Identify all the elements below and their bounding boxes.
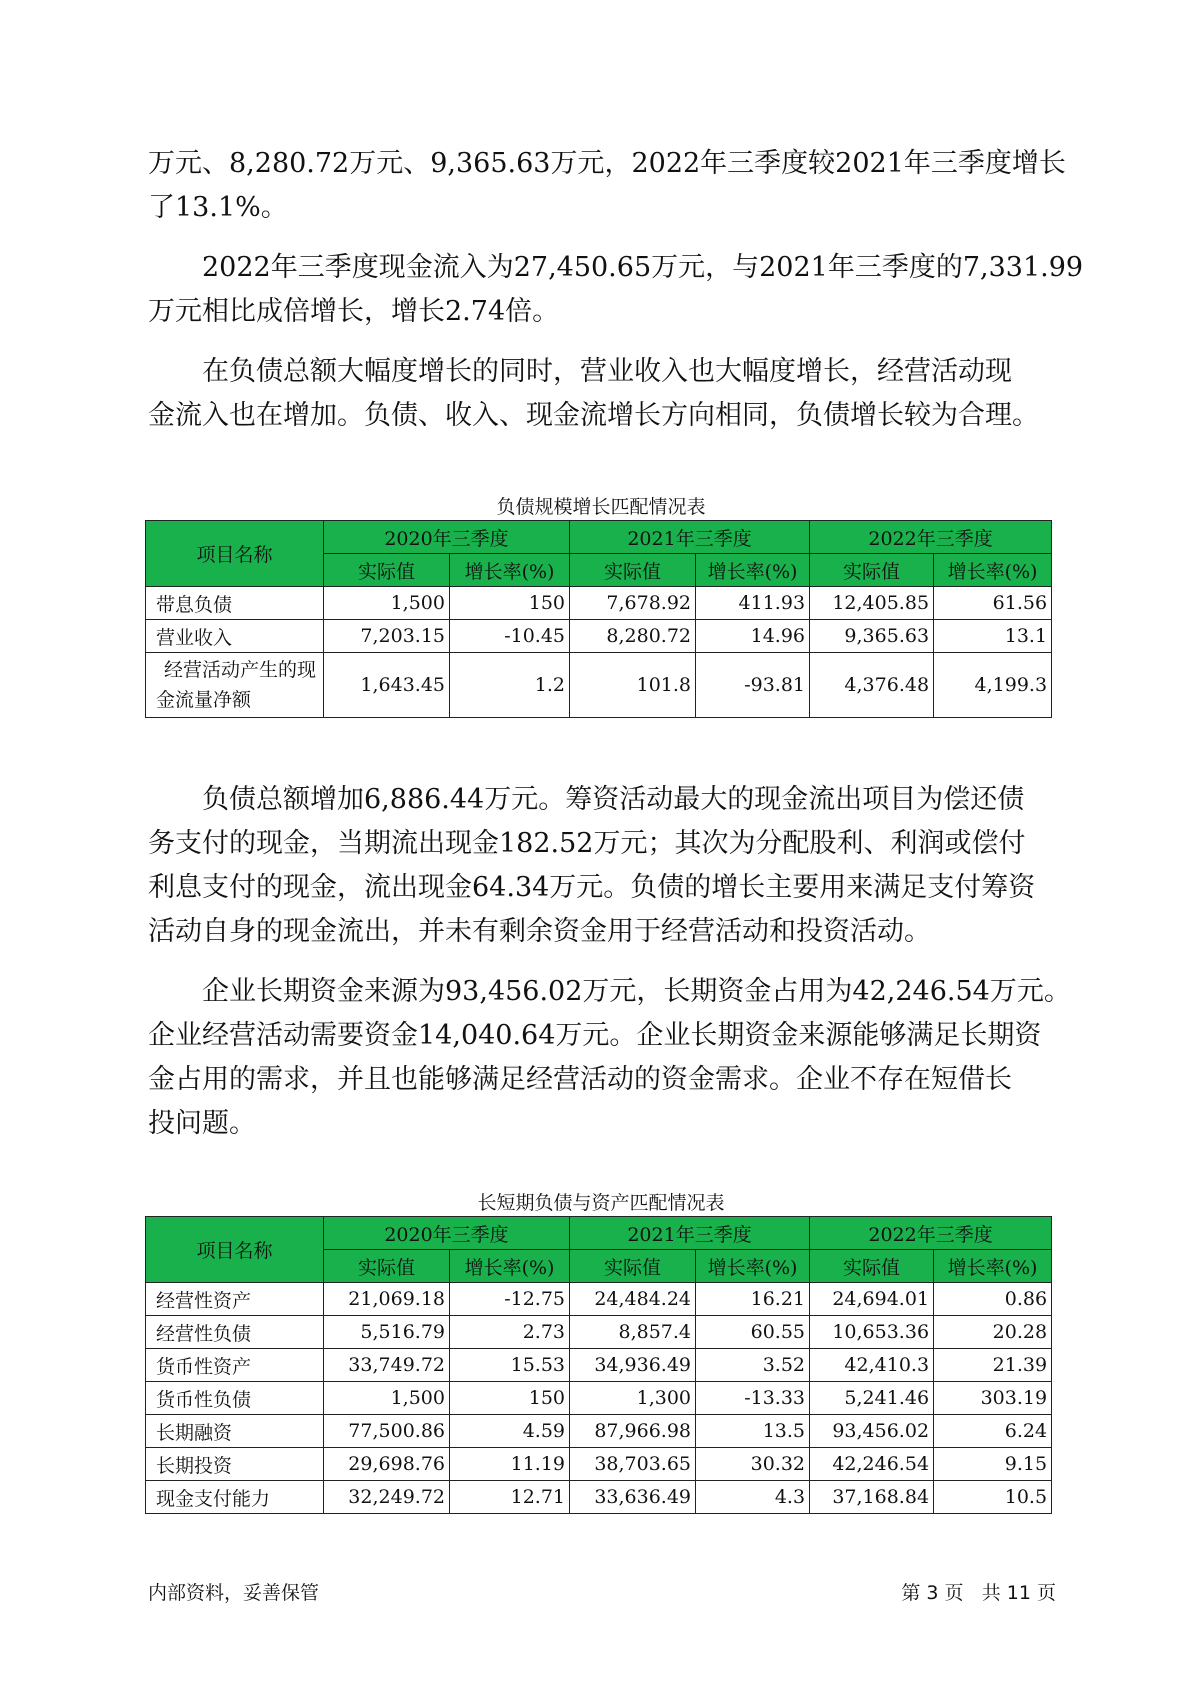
cell-value: 15.53 [450,1349,570,1382]
header-period: 2020年三季度 [324,521,570,554]
page-indicator [888,1578,1056,1605]
cell-value: 101.8 [570,653,696,718]
debt-scale-table [145,520,1052,718]
row-label: 货币性负债 [146,1382,324,1415]
row-label: 营业收入 [146,620,324,653]
table-caption: 长短期负债与资产匹配情况表 [477,1192,725,1214]
table-row [146,1283,1052,1316]
row-label: 经营性负债 [146,1316,324,1349]
header-actual: 实际值 [324,1250,450,1283]
cell-value: 12,405.85 [810,587,934,620]
paragraph-line: 务支付的现金，当期流出现金182.52万元；其次为分配股利、利润或偿付 [148,828,1026,859]
paragraph-line: 2022年三季度现金流入为27,450.65万元，与2021年三季度的7,331.99 [202,252,1084,283]
cell-value: 37,168.84 [810,1481,934,1514]
paragraph-line: 万元、8,280.72万元、9,365.63万元，2022年三季度较2021年三季度增长 [148,148,1066,179]
header-actual: 实际值 [570,1250,696,1283]
header-growth: 增长率(%) [934,1250,1052,1283]
cell-value: 42,410.3 [810,1349,934,1382]
cell-value: 14.96 [696,620,810,653]
cell-value: 7,203.15 [324,620,450,653]
page-suffix: 页 [944,1582,964,1604]
cell-value: -13.33 [696,1382,810,1415]
cell-value: 150 [450,1382,570,1415]
cell-value: 10,653.36 [810,1316,934,1349]
row-label: 现金支付能力 [146,1481,324,1514]
cell-value: 38,703.65 [570,1448,696,1481]
cell-value: 8,857.4 [570,1316,696,1349]
body-paragraph [148,970,1071,1146]
body-paragraph [148,142,1066,230]
table-row [146,1448,1052,1481]
cell-value: 9,365.63 [810,620,934,653]
header-item-name: 项目名称 [146,1217,324,1283]
row-label: 经营性资产 [146,1283,324,1316]
header-period: 2020年三季度 [324,1217,570,1250]
cell-value: 13.5 [696,1415,810,1448]
paragraph-line: 企业长期资金来源为93,456.02万元，长期资金占用为42,246.54万元。 [202,976,1071,1007]
asset-liability-table [145,1216,1052,1514]
cell-value: 20.28 [934,1316,1052,1349]
page-prefix: 第 [901,1582,921,1604]
header-actual: 实际值 [324,554,450,587]
header-period: 2022年三季度 [810,521,1052,554]
cell-value: 34,936.49 [570,1349,696,1382]
cell-value: 1,643.45 [324,653,450,718]
paragraph-line: 金流入也在增加。负债、收入、现金流增长方向相同，负债增长较为合理。 [148,400,1039,431]
row-label: 长期融资 [146,1415,324,1448]
cell-value: 16.21 [696,1283,810,1316]
header-period: 2022年三季度 [810,1217,1052,1250]
cell-value: 4,199.3 [934,653,1052,718]
cell-value: -10.45 [450,620,570,653]
header-item-name: 项目名称 [146,521,324,587]
cell-value: 4.59 [450,1415,570,1448]
cell-value: 21,069.18 [324,1283,450,1316]
cell-value: 0.86 [934,1283,1052,1316]
cell-value: -12.75 [450,1283,570,1316]
table-row [146,1316,1052,1349]
header-actual: 实际值 [810,1250,934,1283]
cell-value: 150 [450,587,570,620]
cell-value: 93,456.02 [810,1415,934,1448]
row-label: 长期投资 [146,1448,324,1481]
table-row [146,1481,1052,1514]
cell-value: 32,249.72 [324,1481,450,1514]
cell-value: 11.19 [450,1448,570,1481]
paragraph-line: 金占用的需求，并且也能够满足经营活动的资金需求。企业不存在短借长 [148,1064,1012,1095]
cell-value: 5,241.46 [810,1382,934,1415]
row-label: 经营活动产生的现 金流量净额 [146,653,324,718]
footer-confidential-note: 内部资料，妥善保管 [148,1582,320,1604]
body-paragraph [148,246,1084,334]
cell-value: 24,484.24 [570,1283,696,1316]
total-prefix: 共 [981,1582,1001,1604]
paragraph-line: 活动自身的现金流出，并未有剩余资金用于经营活动和投资活动。 [148,916,931,947]
header-actual: 实际值 [810,554,934,587]
header-actual: 实际值 [570,554,696,587]
cell-value: 9.15 [934,1448,1052,1481]
paragraph-line: 在负债总额大幅度增长的同时，营业收入也大幅度增长，经营活动现 [202,356,1012,387]
table-row [146,1415,1052,1448]
cell-value: 77,500.86 [324,1415,450,1448]
cell-value: 2.73 [450,1316,570,1349]
header-growth: 增长率(%) [450,554,570,587]
cell-value: 303.19 [934,1382,1052,1415]
table-row [146,653,1052,718]
body-paragraph [148,350,1048,438]
table-row [146,1349,1052,1382]
paragraph-line: 万元相比成倍增长，增长2.74倍。 [148,296,560,327]
paragraph-line: 企业经营活动需要资金14,040.64万元。企业长期资金来源能够满足长期资 [148,1020,1042,1051]
cell-value: 24,694.01 [810,1283,934,1316]
cell-value: 42,246.54 [810,1448,934,1481]
cell-value: 4.3 [696,1481,810,1514]
body-paragraph [148,778,1048,954]
cell-value: 87,966.98 [570,1415,696,1448]
page-total: 11 [1006,1582,1031,1604]
paragraph-line: 了13.1%。 [148,192,288,223]
cell-value: 411.93 [696,587,810,620]
cell-value: 10.5 [934,1481,1052,1514]
paragraph-line: 投问题。 [148,1108,256,1139]
cell-value: -93.81 [696,653,810,718]
cell-value: 21.39 [934,1349,1052,1382]
cell-value: 1.2 [450,653,570,718]
header-growth: 增长率(%) [696,554,810,587]
cell-value: 1,500 [324,587,450,620]
cell-value: 33,749.72 [324,1349,450,1382]
table-caption: 负债规模增长匹配情况表 [496,496,706,518]
cell-value: 7,678.92 [570,587,696,620]
table-row [146,587,1052,620]
cell-value: 6.24 [934,1415,1052,1448]
cell-value: 5,516.79 [324,1316,450,1349]
header-growth: 增长率(%) [696,1250,810,1283]
row-label: 带息负债 [146,587,324,620]
cell-value: 13.1 [934,620,1052,653]
cell-value: 1,300 [570,1382,696,1415]
page-current: 3 [926,1582,939,1604]
cell-value: 4,376.48 [810,653,934,718]
cell-value: 29,698.76 [324,1448,450,1481]
header-growth: 增长率(%) [934,554,1052,587]
header-period: 2021年三季度 [570,521,810,554]
cell-value: 8,280.72 [570,620,696,653]
cell-value: 12.71 [450,1481,570,1514]
cell-value: 33,636.49 [570,1481,696,1514]
row-label: 货币性资产 [146,1349,324,1382]
table-row [146,620,1052,653]
cell-value: 60.55 [696,1316,810,1349]
cell-value: 61.56 [934,587,1052,620]
cell-value: 3.52 [696,1349,810,1382]
table-row [146,1382,1052,1415]
paragraph-line: 利息支付的现金，流出现金64.34万元。负债的增长主要用来满足支付筹资 [148,872,1036,903]
header-growth: 增长率(%) [450,1250,570,1283]
paragraph-line: 负债总额增加6,886.44万元。筹资活动最大的现金流出项目为偿还债 [202,784,1025,815]
header-period: 2021年三季度 [570,1217,810,1250]
cell-value: 30.32 [696,1448,810,1481]
total-suffix: 页 [1036,1582,1056,1604]
cell-value: 1,500 [324,1382,450,1415]
